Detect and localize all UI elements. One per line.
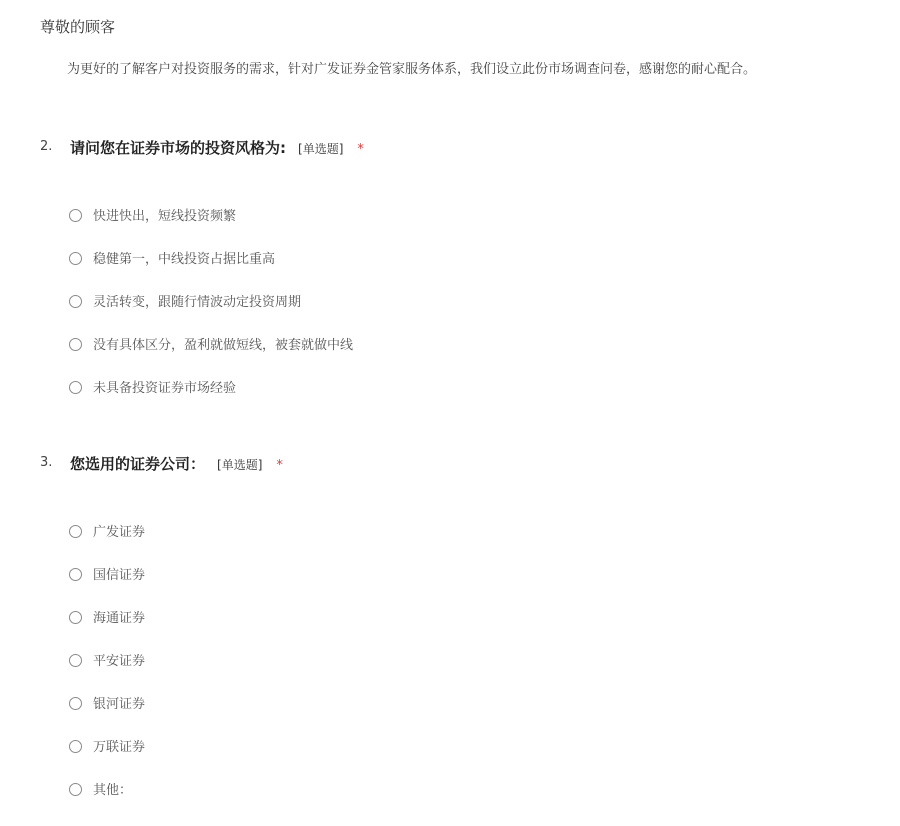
question-type-tag: [单选题] (298, 142, 344, 156)
question-title (70, 137, 364, 158)
radio-button[interactable] (69, 252, 82, 265)
radio-button[interactable] (69, 338, 82, 351)
question-number: 2. (40, 139, 53, 154)
question-type-tag: [单选题] (217, 458, 263, 472)
option-label: 银河证券 (93, 697, 146, 712)
radio-button[interactable] (69, 654, 82, 667)
radio-button[interactable] (69, 611, 82, 624)
option-label: 灵活转变，跟随行情波动定投资周期 (93, 295, 302, 310)
required-mark: * (276, 458, 283, 473)
radio-button[interactable] (69, 295, 82, 308)
option-label: 广发证券 (93, 525, 146, 540)
radio-button[interactable] (69, 740, 82, 753)
option-label: 国信证券 (93, 568, 146, 583)
option-label: 海通证券 (93, 611, 146, 626)
radio-button[interactable] (69, 697, 82, 710)
required-mark: * (357, 142, 364, 157)
question-title-text: 您选用的证券公司： (70, 455, 206, 473)
option-label: 平安证券 (93, 654, 146, 669)
question-number: 3. (40, 455, 53, 470)
intro-text: 为更好的了解客户对投资服务的需求，针对广发证券金管家服务体系，我们设立此份市场调查问卷，感谢您的耐心配合。 (67, 62, 757, 77)
radio-button[interactable] (69, 525, 82, 538)
radio-button[interactable] (69, 209, 82, 222)
question-title (70, 453, 283, 474)
radio-button[interactable] (69, 783, 82, 796)
option-label: 快进快出，短线投资频繁 (93, 209, 237, 224)
option-label: 万联证券 (93, 740, 146, 755)
option-label: 其他： (93, 783, 133, 798)
question-title-text: 请问您在证券市场的投资风格为: (70, 139, 287, 157)
radio-button[interactable] (69, 381, 82, 394)
option-label: 没有具体区分，盈利就做短线，被套就做中线 (93, 338, 354, 353)
option-label: 未具备投资证券市场经验 (93, 381, 237, 396)
radio-button[interactable] (69, 568, 82, 581)
option-label: 稳健第一，中线投资占据比重高 (93, 252, 276, 267)
greeting-text: 尊敬的顾客 (40, 18, 116, 36)
